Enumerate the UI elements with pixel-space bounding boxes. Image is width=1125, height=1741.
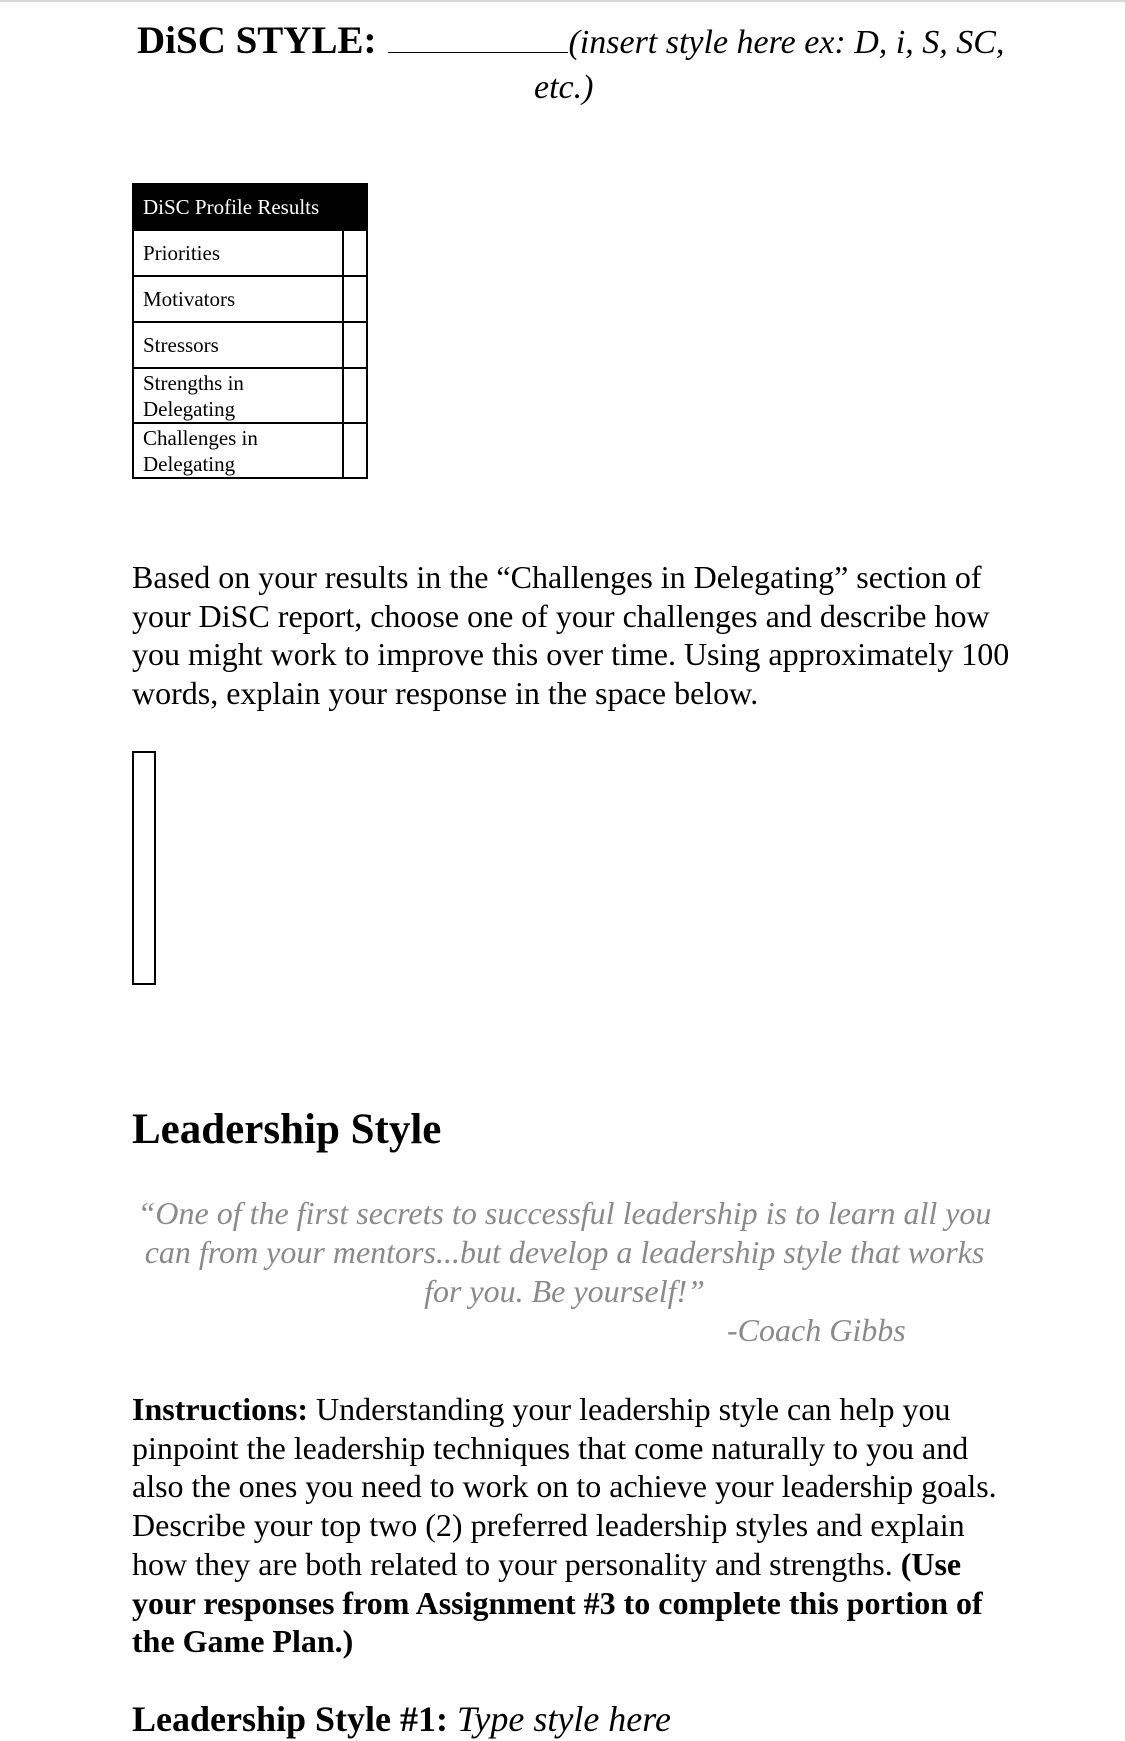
row-label-motivators: Motivators	[133, 276, 343, 322]
disc-style-label: DiSC STYLE:	[137, 19, 377, 62]
row-input-priorities[interactable]	[343, 230, 367, 276]
table-row	[133, 423, 367, 478]
quote-author: -Coach Gibbs	[727, 1312, 906, 1348]
row-label-priorities: Priorities	[133, 230, 343, 276]
disc-style-line	[137, 19, 1017, 106]
instructions-text: Understanding your leadership style can help you pinpoint the leadership techniques that come naturally to you and also the ones you need to work on to achieve your leadership goals. Describe your top two (2) preferred leadership styles and explain how they are both related to your personality and strengths.	[132, 1391, 997, 1582]
row-label-strengths-in-delegating	[133, 368, 343, 423]
instructions-label: Instructions:	[132, 1391, 309, 1427]
table-row	[133, 368, 367, 423]
row-label-line: Delegating	[143, 451, 236, 476]
section-heading-leadership-style: Leadership Style	[132, 1106, 442, 1153]
disc-style-blank-field[interactable]	[388, 22, 568, 53]
row-input-stressors[interactable]	[343, 322, 367, 368]
instructions-paragraph	[132, 1390, 1012, 1661]
instructions-note: (Use your responses from Assignment #3 to complete this portion of the Game Plan.)	[132, 1545, 983, 1660]
row-label-stressors: Stressors	[133, 322, 343, 368]
row-input-strengths-in-delegating[interactable]	[343, 368, 367, 423]
row-label-line: Strengths in	[143, 370, 244, 395]
leadership-style-1-field[interactable]: Type style here	[457, 1699, 671, 1739]
disc-style-hint: (insert style here ex: D, i, S, SC,	[568, 24, 1005, 61]
table-row	[133, 230, 367, 276]
delegating-prompt: Based on your results in the “Challenges in Delegating” section of your DiSC report, choose one of your challenges and describe how you might work to improve this over time. Using approximately 100 words, explain your response in the space below.	[132, 559, 1010, 711]
table-row	[133, 322, 367, 368]
row-label-line: Challenges in	[143, 425, 258, 450]
row-label-line: Delegating	[143, 396, 236, 421]
table-row	[133, 276, 367, 322]
disc-profile-results-table	[132, 183, 368, 479]
table-header: DiSC Profile Results	[133, 184, 367, 230]
leadership-quote: “One of the first secrets to successful leadership is to learn all you can from your mentors...but develop a leadership style that works for you. Be yourself!”	[137, 1195, 992, 1309]
row-input-challenges-in-delegating[interactable]	[343, 423, 367, 478]
row-input-motivators[interactable]	[343, 276, 367, 322]
row-label-challenges-in-delegating	[133, 423, 343, 478]
top-rule	[0, 0, 1125, 2]
leadership-style-1-line	[132, 1698, 671, 1740]
disc-style-hint-continued: etc.)	[534, 69, 594, 106]
leadership-style-1-label: Leadership Style #1:	[132, 1699, 449, 1739]
response-text-box[interactable]	[132, 751, 156, 985]
